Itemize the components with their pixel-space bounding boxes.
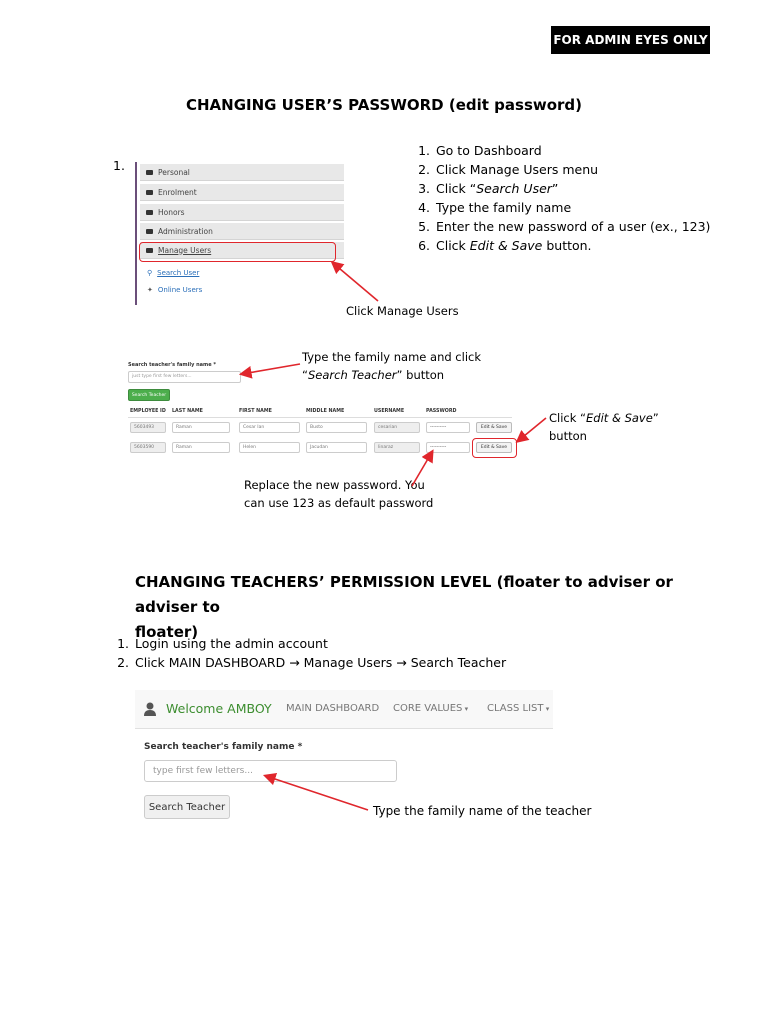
step: 3. Click “Search User” <box>418 181 559 196</box>
callout-type-teacher-name: Type the family name of the teacher <box>373 804 592 818</box>
step: 6. Click Edit & Save button. <box>418 238 592 253</box>
arrow-family-name-input <box>266 776 368 810</box>
user-icon: ✦ <box>147 286 153 294</box>
search-teacher-button[interactable]: Search Teacher <box>128 389 170 401</box>
cell-password[interactable]: ---------- <box>426 422 470 433</box>
section1-title: CHANGING USER’S PASSWORD (edit password) <box>185 96 583 114</box>
callout-type-family-name: Type the family name and click “Search Teacher” button <box>302 350 482 382</box>
arrow-manage-users <box>333 263 378 301</box>
edit-save-button[interactable]: Edit & Save <box>476 442 512 453</box>
col-header: USERNAME <box>374 409 405 414</box>
cell-username: cesarian <box>374 422 420 433</box>
col-header: PASSWORD <box>426 409 457 414</box>
caret-down-icon: ▾ <box>543 705 550 713</box>
arrow-edit-save <box>518 418 546 441</box>
cell-middle-name[interactable]: Jacudan <box>306 442 367 453</box>
nav-main-dashboard[interactable]: MAIN DASHBOARD <box>286 703 380 714</box>
search-label: Search teacher's family name * <box>128 362 216 368</box>
caret-down-icon: ▾ <box>462 705 469 713</box>
nav-core-values[interactable]: CORE VALUES ▾ <box>393 703 469 714</box>
cell-username: linaraz <box>374 442 420 453</box>
search-teacher-button[interactable]: Search Teacher <box>144 795 230 819</box>
col-header: EMPLOYEE ID <box>130 409 166 414</box>
menu-item-personal[interactable]: Personal <box>140 164 344 181</box>
menu-item-enrolment[interactable]: Enrolment <box>140 184 344 201</box>
step: 2. Click Manage Users menu <box>418 162 599 177</box>
menu-item-manage-users[interactable]: Manage Users <box>140 242 344 259</box>
welcome-brand[interactable]: Welcome AMBOY <box>166 701 272 716</box>
arrow-search-input <box>242 364 300 374</box>
cell-employee-id: 5603590 <box>130 442 166 453</box>
cell-middle-name[interactable]: Busto <box>306 422 367 433</box>
submenu-online-users[interactable]: ✦ Online Users <box>147 286 203 294</box>
admin-badge: FOR ADMIN EYES ONLY <box>551 26 710 54</box>
step: 1. Go to Dashboard <box>418 143 542 158</box>
section2-title: CHANGING TEACHERS’ PERMISSION LEVEL (floater to adviser or adviser to floater) <box>135 573 673 641</box>
family-name-input[interactable]: type first few letters... <box>144 760 397 782</box>
col-header: FIRST NAME <box>239 409 272 414</box>
cell-first-name[interactable]: Helen <box>239 442 300 453</box>
search-input[interactable]: just type first few letters... <box>128 371 241 383</box>
col-header: MIDDLE NAME <box>306 409 345 414</box>
cell-last-name[interactable]: Raman <box>172 442 230 453</box>
step: 2. Click MAIN DASHBOARD → Manage Users → Search Teacher <box>117 655 507 670</box>
submenu-search-user[interactable]: ⚲ Search User <box>147 269 200 277</box>
cell-password[interactable]: ---------- <box>426 442 470 453</box>
callout-manage-users: Click Manage Users <box>346 304 459 318</box>
arrow-password <box>412 452 432 486</box>
callout-replace-password: Replace the new password. You can use 123 as default password <box>244 478 434 510</box>
col-header: LAST NAME <box>172 409 203 414</box>
step: 1. Login using the admin account <box>117 636 328 651</box>
cell-employee-id: 5603493 <box>130 422 166 433</box>
edit-save-button[interactable]: Edit & Save <box>476 422 512 433</box>
field-label: Search teacher's family name * <box>144 742 303 752</box>
cell-last-name[interactable]: Raman <box>172 422 230 433</box>
callout-edit-save: Click “Edit & Save” button <box>549 411 659 443</box>
step: 5. Enter the new password of a user (ex., 123) <box>418 219 711 234</box>
menu-item-honors[interactable]: Honors <box>140 204 344 221</box>
menu-item-administration[interactable]: Administration <box>140 223 344 240</box>
list-marker: 1. <box>113 158 125 173</box>
search-icon: ⚲ <box>147 269 153 277</box>
step: 4. Type the family name <box>418 200 572 215</box>
cell-first-name[interactable]: Cesar Ian <box>239 422 300 433</box>
nav-class-list[interactable]: CLASS LIST ▾ <box>487 703 550 714</box>
